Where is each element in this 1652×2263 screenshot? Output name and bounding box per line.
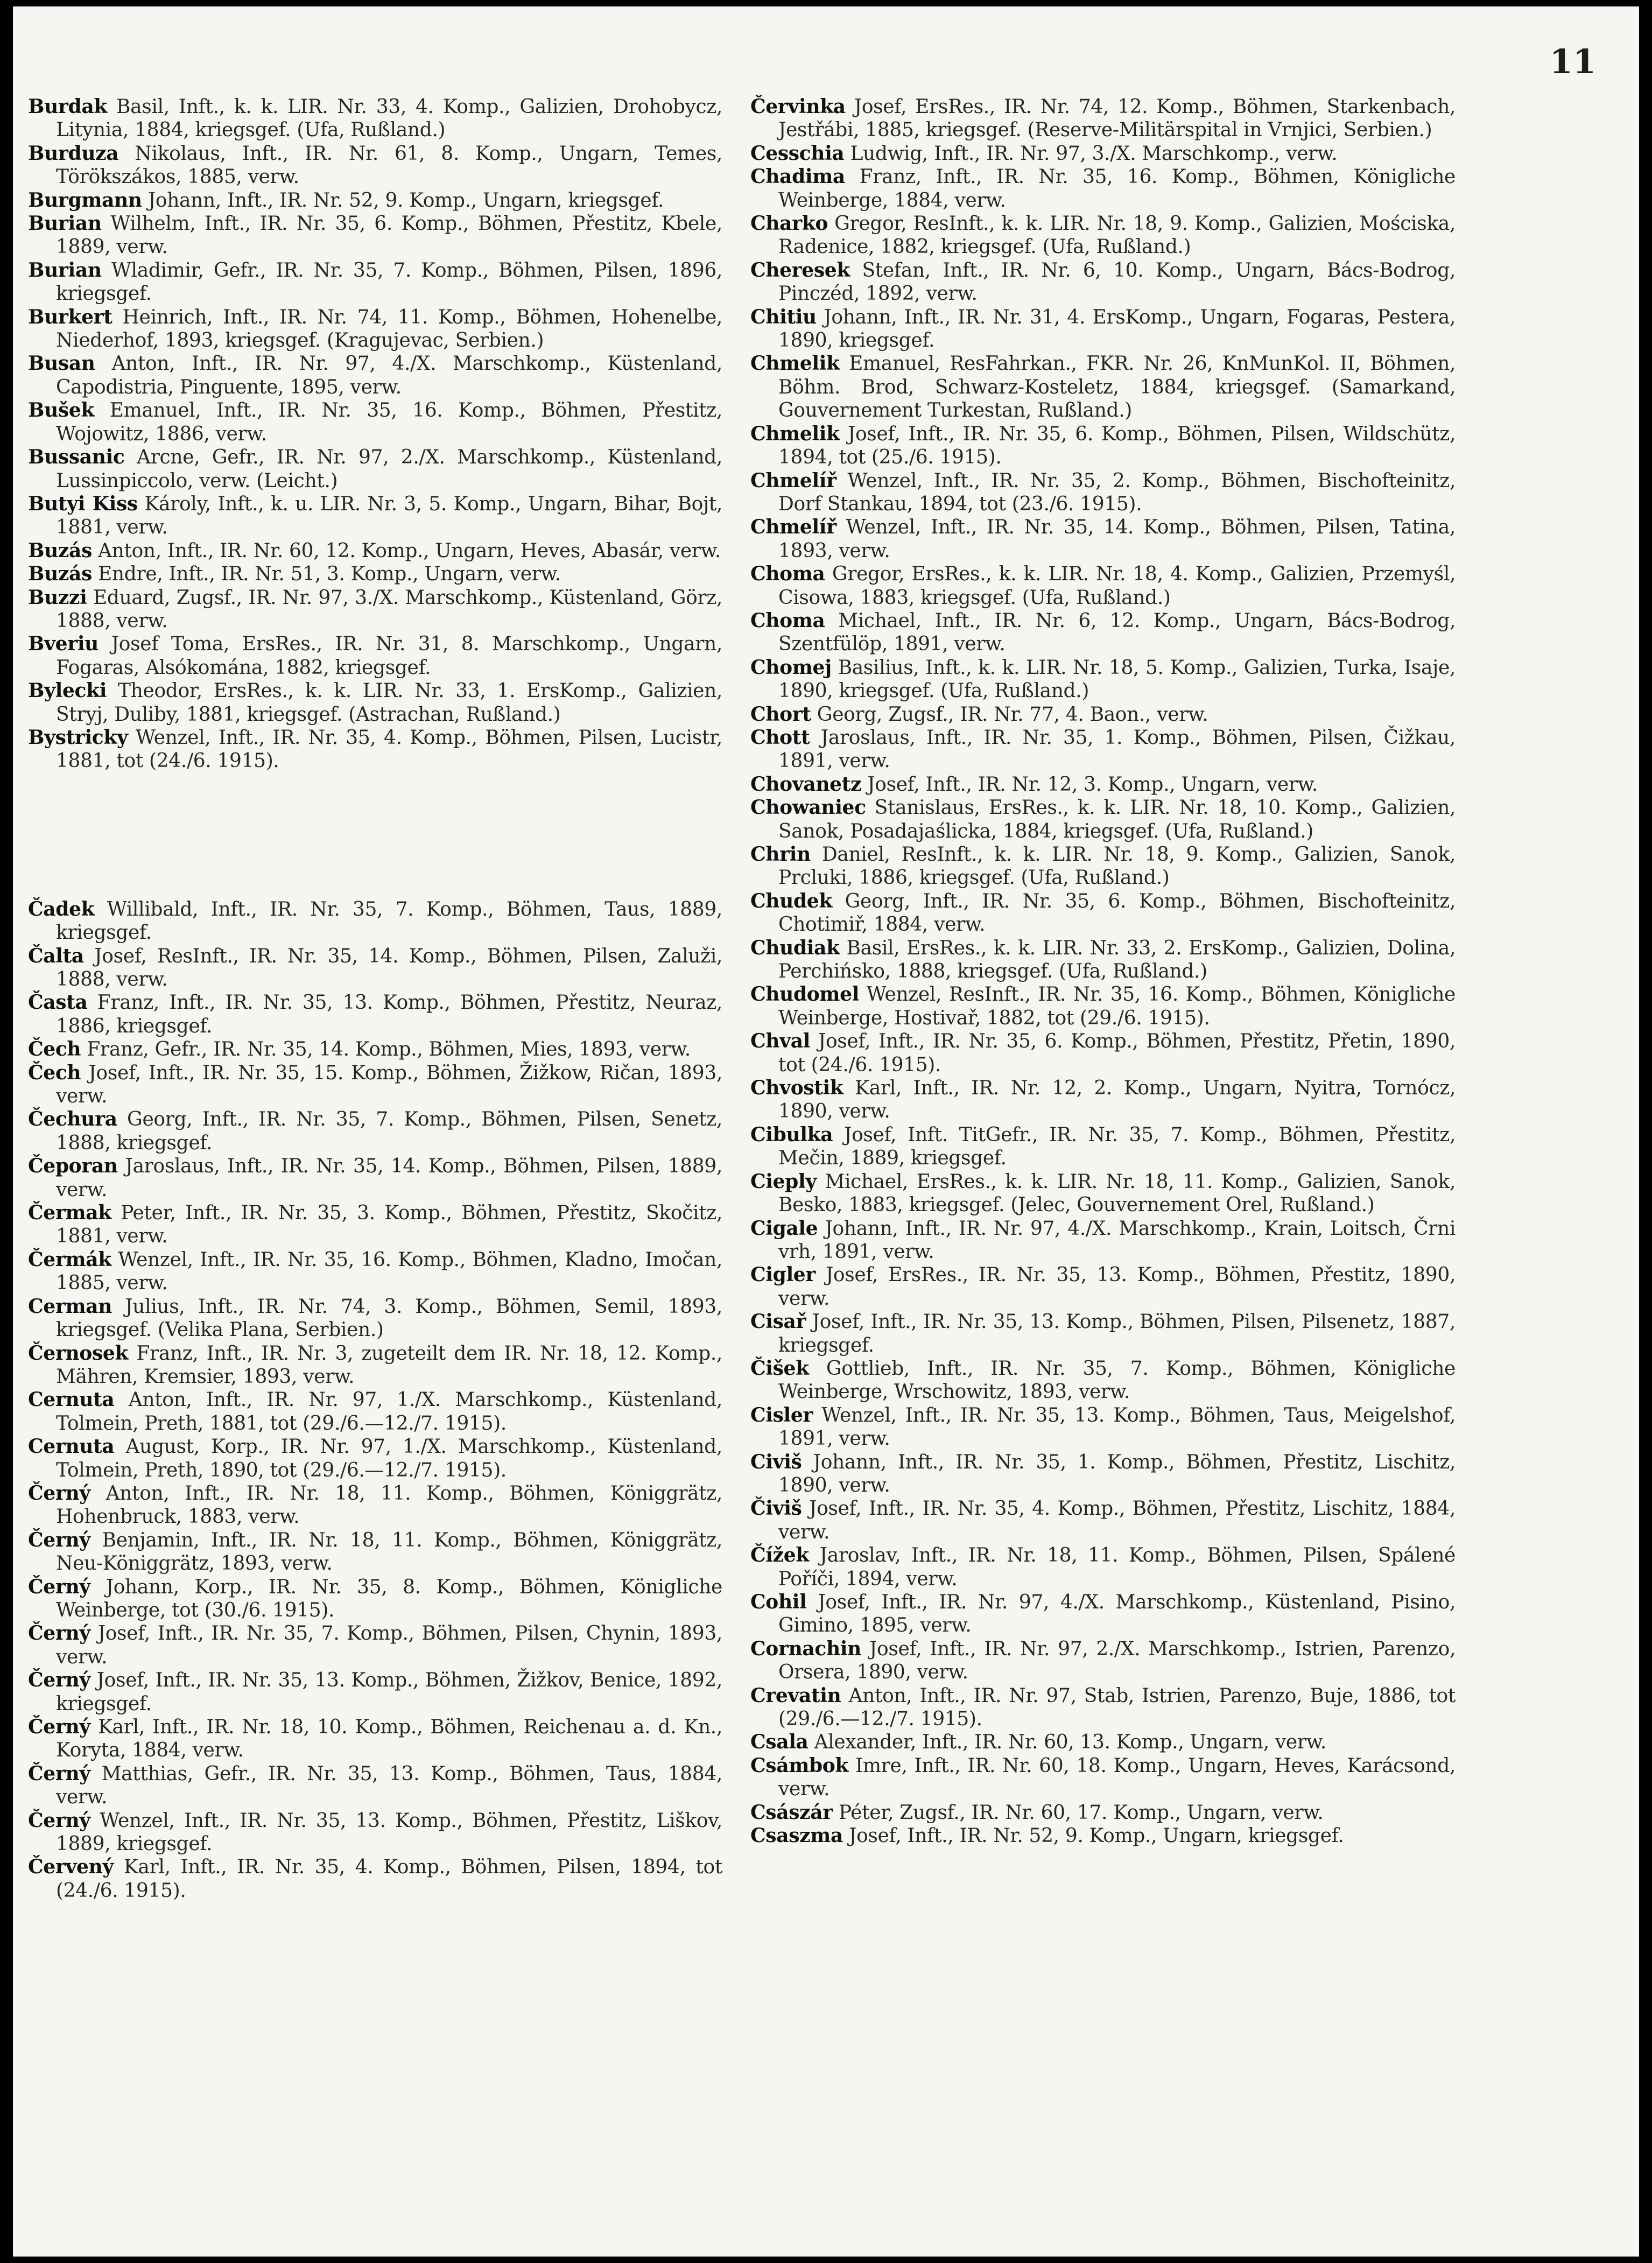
- entry-surname: Bussanic: [28, 446, 125, 469]
- entry-surname: Cisař: [750, 1310, 806, 1333]
- list-entry: [750, 142, 1456, 165]
- entry-details: Wenzel, ResInft., IR. Nr. 35, 16. Komp., Böhmen, Königliche Weinberge, Hostivař, 1882, tot (29./6. 1915).: [778, 983, 1456, 1029]
- entry-surname: Černý: [28, 1622, 90, 1645]
- entry-surname: Chrin: [750, 843, 811, 866]
- entry-surname: Časta: [28, 991, 88, 1014]
- list-entry: [28, 259, 722, 306]
- entry-details: Peter, Inft., IR. Nr. 35, 3. Komp., Böhmen, Přestitz, Skočitz, 1881, verw.: [56, 1202, 723, 1248]
- entry-details: Karl, Inft., IR. Nr. 18, 10. Komp., Böhmen, Reichenau a. d. Kn., Koryta, 1884, verw.: [56, 1716, 722, 1762]
- entry-surname: Burduza: [28, 142, 119, 165]
- list-entry: [750, 1030, 1456, 1077]
- list-entry: [750, 516, 1456, 563]
- entry-details: Matthias, Gefr., IR. Nr. 35, 13. Komp., Böhmen, Taus, 1884, verw.: [56, 1762, 723, 1809]
- list-entry: [28, 898, 722, 945]
- entry-details: Josef, Inft., IR. Nr. 35, 13. Komp., Böhmen, Žižkov, Benice, 1892, kriegsgef.: [56, 1669, 722, 1715]
- entry-details: Heinrich, Inft., IR. Nr. 74, 11. Komp., Böhmen, Hohenelbe, Niederhof, 1893, kriegsgef. (Kragujevac, Serbien.): [56, 306, 723, 352]
- entry-details: Jaroslaus, Inft., IR. Nr. 35, 14. Komp., Böhmen, Pilsen, 1889, verw.: [56, 1155, 723, 1201]
- entry-surname: Čalta: [28, 944, 84, 967]
- entry-details: Franz, Inft., IR. Nr. 3, zugeteilt dem IR. Nr. 18, 12. Komp., Mähren, Kremsier, 1893, verw.: [56, 1342, 723, 1388]
- list-entry: [28, 1201, 722, 1248]
- list-entry: [28, 306, 722, 353]
- entry-surname: Čeporan: [28, 1155, 118, 1178]
- list-entry: [28, 1576, 722, 1622]
- entry-details: Emanuel, ResFahrkan., FKR. Nr. 26, KnMunKol. II, Böhmen, Böhm. Brod, Schwarz-Kosteletz, 1884, kriegsgef. (Samarkand, Gouvernement Turkestan, Rußland.): [778, 353, 1456, 422]
- entry-details: Johann, Inft., IR. Nr. 35, 1. Komp., Böhmen, Přestitz, Lischitz, 1890, verw.: [778, 1451, 1456, 1496]
- entry-details: Wenzel, Inft., IR. Nr. 35, 2. Komp., Böhmen, Bischofteinitz, Dorf Stankau, 1894, tot (23./6. 1915).: [778, 469, 1456, 515]
- list-entry: [28, 586, 722, 633]
- list-entry: [28, 95, 722, 142]
- list-entry: [28, 1155, 722, 1201]
- entry-details: Josef, Inft., IR. Nr. 97, 4./X. Marschkomp., Küstenland, Pisino, Gimino, 1895, verw.: [778, 1591, 1456, 1637]
- entry-details: Anton, Inft., IR. Nr. 60, 12. Komp., Ungarn, Heves, Abasár, verw.: [97, 539, 721, 562]
- entry-surname: Černý: [28, 1762, 90, 1785]
- list-entry: [28, 1529, 722, 1576]
- list-entry: [750, 1077, 1456, 1123]
- list-entry: [750, 843, 1456, 890]
- entry-surname: Burian: [28, 212, 102, 235]
- list-entry: [750, 1824, 1456, 1847]
- list-entry: [28, 1622, 722, 1669]
- entry-details: Wenzel, Inft., IR. Nr. 35, 16. Komp., Böhmen, Kladno, Imočan, 1885, verw.: [56, 1248, 723, 1295]
- entry-details: Gregor, ErsRes., k. k. LIR. Nr. 18, 4. Komp., Galizien, Przemyśl, Cisowa, 1883, kriegsgef. (Ufa, Rußland.): [778, 563, 1456, 609]
- entry-surname: Busan: [28, 352, 95, 375]
- entry-surname: Chitiu: [750, 305, 817, 328]
- entry-surname: Chmelíř: [750, 516, 836, 539]
- entry-details: Josef, Inft., IR. Nr. 35, 6. Komp., Böhmen, Pilsen, Wildschütz, 1894, tot (25./6. 1915).: [778, 423, 1456, 469]
- list-entry: [28, 352, 722, 399]
- list-entry: [750, 352, 1456, 422]
- entry-surname: Chmelik: [750, 352, 840, 375]
- list-entry: [750, 1123, 1456, 1170]
- list-entry: [750, 890, 1456, 937]
- document-page: [13, 6, 1639, 2257]
- entry-surname: Bystricky: [28, 726, 128, 749]
- entry-details: Karl, Inft., IR. Nr. 12, 2. Komp., Ungarn, Nyitra, Tornócz, 1890, verw.: [778, 1077, 1456, 1123]
- entry-surname: Buzzi: [28, 586, 87, 609]
- list-entry: [750, 165, 1456, 212]
- list-entry: [28, 679, 722, 726]
- list-entry: [750, 1263, 1456, 1310]
- entry-surname: Chval: [750, 1030, 810, 1053]
- entry-surname: Chovanetz: [750, 772, 862, 796]
- entry-details: Johann, Inft., IR. Nr. 52, 9. Komp., Ungarn, kriegsgef.: [147, 189, 664, 212]
- entry-surname: Chott: [750, 726, 810, 749]
- list-entry: [750, 1754, 1456, 1801]
- entry-details: Michael, ErsRes., k. k. LIR. Nr. 18, 11. Komp., Galizien, Sanok, Besko, 1883, kriegsgef. (Jelec, Gouvernement Orel, Rußland.): [778, 1170, 1456, 1217]
- entry-surname: Buzás: [28, 563, 92, 586]
- list-entry: [28, 189, 722, 212]
- entry-surname: Černý: [28, 1669, 90, 1692]
- list-entry: [28, 1762, 722, 1809]
- entry-surname: Červinka: [750, 95, 846, 118]
- list-entry: [750, 1357, 1456, 1404]
- list-entry: [750, 1451, 1456, 1498]
- entry-surname: Čech: [28, 1061, 81, 1084]
- entries-right-list: [750, 95, 1456, 1847]
- entry-details: Josef, Inft., IR. Nr. 35, 15. Komp., Böhmen, Žižkow, Ričan, 1893, verw.: [56, 1062, 722, 1108]
- entry-details: Anton, Inft., IR. Nr. 97, 1./X. Marschkomp., Küstenland, Tolmein, Preth, 1881, tot (29./6.—12./7. 1915).: [56, 1389, 723, 1435]
- list-entry: [750, 1170, 1456, 1217]
- entry-details: Franz, Gefr., IR. Nr. 35, 14. Komp., Böhmen, Mies, 1893, verw.: [87, 1038, 691, 1061]
- entry-surname: Bylecki: [28, 679, 107, 702]
- list-entry: [28, 142, 722, 189]
- entry-details: Gottlieb, Inft., IR. Nr. 35, 7. Komp., Böhmen, Königliche Weinberge, Wrschowitz, 1893, verw.: [778, 1357, 1456, 1403]
- entry-details: Imre, Inft., IR. Nr. 60, 18. Komp., Ungarn, Heves, Karácsond, verw.: [778, 1754, 1456, 1801]
- entry-surname: Cibulka: [750, 1123, 833, 1146]
- entry-details: Willibald, Inft., IR. Nr. 35, 7. Komp., Böhmen, Taus, 1889, kriegsgef.: [56, 898, 723, 944]
- entry-surname: Čížek: [750, 1544, 809, 1567]
- list-entry: [28, 1248, 722, 1295]
- entry-surname: Cesschia: [750, 142, 845, 165]
- entry-details: Anton, Inft., IR. Nr. 97, 4./X. Marschkomp., Küstenland, Capodistria, Pinguente, 1895, verw.: [56, 353, 723, 398]
- entry-details: Arcne, Gefr., IR. Nr. 97, 2./X. Marschkomp., Küstenland, Lussinpiccolo, verw. (Leicht.): [56, 446, 723, 492]
- entry-details: Josef, Inft., IR. Nr. 97, 2./X. Marschkomp., Istrien, Parenzo, Orsera, 1890, verw.: [778, 1637, 1456, 1684]
- list-entry: [750, 1637, 1456, 1684]
- entry-details: August, Korp., IR. Nr. 97, 1./X. Marschkomp., Küstenland, Tolmein, Preth, 1890, tot (29./6.—12./7. 1915).: [56, 1436, 723, 1481]
- entry-details: Josef Toma, ErsRes., IR. Nr. 31, 8. Marschkomp., Ungarn, Fogaras, Alsókomána, 1882, kriegsgef.: [56, 633, 722, 679]
- entry-details: Josef, Inft., IR. Nr. 12, 3. Komp., Ungarn, verw.: [867, 773, 1318, 796]
- entry-surname: Čiviš: [750, 1497, 802, 1520]
- entry-surname: Császár: [750, 1801, 833, 1824]
- entry-details: Jaroslav, Inft., IR. Nr. 18, 11. Komp., Böhmen, Pilsen, Spálené Poříči, 1894, verw.: [778, 1544, 1456, 1590]
- entry-surname: Černý: [28, 1575, 90, 1598]
- entry-surname: Chadima: [750, 165, 845, 188]
- entry-surname: Burian: [28, 258, 102, 282]
- entry-details: Alexander, Inft., IR. Nr. 60, 13. Komp., Ungarn, verw.: [814, 1731, 1326, 1754]
- entry-surname: Chvostik: [750, 1077, 843, 1100]
- right-column: [750, 95, 1456, 1847]
- list-entry: [28, 1435, 722, 1482]
- entry-details: Josef, Inft., IR. Nr. 35, 6. Komp., Böhmen, Přestitz, Přetin, 1890, tot (24./6. 1915).: [778, 1030, 1456, 1076]
- entry-details: Josef, ErsRes., IR. Nr. 74, 12. Komp., Böhmen, Starkenbach, Jestřábi, 1885, kriegsgef. (Reserve-Militärspital in Vrnjici, Serbien.): [778, 96, 1456, 142]
- entry-surname: Burdak: [28, 95, 107, 118]
- entry-details: Wenzel, Inft., IR. Nr. 35, 4. Komp., Böhmen, Pilsen, Lucistr, 1881, tot (24./6. 1915).: [56, 726, 722, 772]
- entries-b-list: [28, 95, 722, 773]
- entry-details: Stefan, Inft., IR. Nr. 6, 10. Komp., Ungarn, Bács-Bodrog, Pinczéd, 1892, verw.: [778, 259, 1456, 305]
- entry-details: Theodor, ErsRes., k. k. LIR. Nr. 33, 1. ErsKomp., Galizien, Stryj, Duliby, 1881, kriegsgef. (Astrachan, Rußland.): [56, 680, 723, 726]
- entry-details: Franz, Inft., IR. Nr. 35, 16. Komp., Böhmen, Königliche Weinberge, 1884, verw.: [778, 166, 1456, 212]
- list-entry: [750, 1591, 1456, 1637]
- entry-surname: Čech: [28, 1038, 81, 1061]
- entry-surname: Csámbok: [750, 1754, 849, 1777]
- list-entry: [28, 1388, 722, 1435]
- entry-surname: Černý: [28, 1528, 90, 1551]
- entry-details: Michael, Inft., IR. Nr. 6, 12. Komp., Ungarn, Bács-Bodrog, Szentfülöp, 1891, verw.: [778, 609, 1456, 656]
- entry-details: Stanislaus, ErsRes., k. k. LIR. Nr. 18, 10. Komp., Galizien, Sanok, Posadajaślicka, 1884, kriegsgef. (Ufa, Rußland.): [778, 797, 1456, 842]
- list-entry: [28, 1856, 722, 1902]
- entry-surname: Bušek: [28, 399, 94, 422]
- entries-c-list: [28, 898, 722, 1902]
- entry-surname: Čišek: [750, 1357, 809, 1380]
- list-entry: [28, 1295, 722, 1342]
- list-entry: [28, 632, 722, 679]
- entry-details: Eduard, Zugsf., IR. Nr. 97, 3./X. Marschkomp., Küstenland, Görz, 1888, verw.: [56, 586, 722, 632]
- section-gap: [28, 773, 722, 898]
- entry-details: Jaroslaus, Inft., IR. Nr. 35, 1. Komp., Böhmen, Pilsen, Čižkau, 1891, verw.: [778, 726, 1456, 772]
- list-entry: [750, 1404, 1456, 1451]
- entry-surname: Chmelíř: [750, 469, 836, 492]
- entry-surname: Čermak: [28, 1201, 111, 1225]
- list-entry: [28, 563, 722, 586]
- list-entry: [28, 1342, 722, 1389]
- list-entry: [28, 1809, 722, 1856]
- entry-surname: Chudiak: [750, 936, 840, 959]
- entry-surname: Choma: [750, 563, 825, 586]
- entry-surname: Crevatin: [750, 1684, 841, 1707]
- list-entry: [28, 1482, 722, 1529]
- entry-surname: Cernuta: [28, 1388, 115, 1411]
- entry-details: Gregor, ResInft., k. k. LIR. Nr. 18, 9. Komp., Galizien, Mościska, Radenice, 1882, kriegsgef. (Ufa, Rußland.): [778, 213, 1456, 258]
- entry-details: Nikolaus, Inft., IR. Nr. 61, 8. Komp., Ungarn, Temes, Törökszákos, 1885, verw.: [56, 142, 723, 188]
- list-entry: [750, 773, 1456, 796]
- entry-details: Josef, Inft., IR. Nr. 35, 7. Komp., Böhmen, Pilsen, Chynin, 1893, verw.: [56, 1622, 723, 1668]
- entry-surname: Červený: [28, 1856, 114, 1879]
- list-entry: [28, 212, 722, 259]
- list-entry: [750, 563, 1456, 609]
- entry-details: Ludwig, Inft., IR. Nr. 97, 3./X. Marschkomp., verw.: [850, 142, 1338, 165]
- entry-details: Wenzel, Inft., IR. Nr. 35, 14. Komp., Böhmen, Pilsen, Tatina, 1893, verw.: [778, 516, 1456, 562]
- entry-surname: Chmelik: [750, 422, 840, 445]
- entry-details: Emanuel, Inft., IR. Nr. 35, 16. Komp., Böhmen, Přestitz, Wojowitz, 1886, verw.: [56, 399, 723, 445]
- list-entry: [750, 469, 1456, 516]
- entry-details: Basil, Inft., k. k. LIR. Nr. 33, 4. Komp., Galizien, Drohobycz, Litynia, 1884, kriegsgef. (Ufa, Rußland.): [56, 96, 722, 142]
- entry-details: Julius, Inft., IR. Nr. 74, 3. Komp., Böhmen, Semil, 1893, kriegsgef. (Velika Plana, Serbien.): [56, 1295, 722, 1341]
- entry-surname: Cernuta: [28, 1435, 115, 1458]
- list-entry: [750, 1310, 1456, 1357]
- entry-details: Georg, Zugsf., IR. Nr. 77, 4. Baon., verw.: [817, 703, 1208, 726]
- list-entry: [750, 212, 1456, 259]
- entry-details: Wenzel, Inft., IR. Nr. 35, 13. Komp., Böhmen, Přestitz, Liškov, 1889, kriegsgef.: [56, 1809, 723, 1856]
- list-entry: [750, 306, 1456, 353]
- entry-surname: Chudomel: [750, 983, 860, 1006]
- entry-details: Johann, Inft., IR. Nr. 97, 4./X. Marschkomp., Krain, Loitsch, Črni vrh, 1891, verw.: [778, 1217, 1456, 1263]
- entry-details: Josef, Inft., IR. Nr. 52, 9. Komp., Ungarn, kriegsgef.: [849, 1825, 1344, 1847]
- entry-details: Wilhelm, Inft., IR. Nr. 35, 6. Komp., Böhmen, Přestitz, Kbele, 1889, verw.: [56, 213, 722, 258]
- entry-surname: Burkert: [28, 305, 113, 328]
- entry-surname: Cheresek: [750, 258, 850, 282]
- entry-details: Wladimir, Gefr., IR. Nr. 35, 7. Komp., Böhmen, Pilsen, 1896, kriegsgef.: [56, 259, 722, 305]
- entry-details: Josef, ErsRes., IR. Nr. 35, 13. Komp., Böhmen, Přestitz, 1890, verw.: [778, 1264, 1456, 1310]
- list-entry: [750, 259, 1456, 306]
- entry-surname: Cisler: [750, 1403, 813, 1426]
- entry-surname: Černosek: [28, 1341, 129, 1365]
- entry-details: Benjamin, Inft., IR. Nr. 18, 11. Komp., Böhmen, Königgrätz, Neu-Königgrätz, 1893, verw.: [56, 1529, 723, 1575]
- entry-surname: Chudek: [750, 889, 832, 912]
- entry-surname: Choma: [750, 609, 825, 632]
- entry-details: Anton, Inft., IR. Nr. 18, 11. Komp., Böhmen, Königgrätz, Hohenbruck, 1883, verw.: [56, 1482, 723, 1528]
- list-entry: [750, 423, 1456, 469]
- entry-details: Josef, Inft., IR. Nr. 35, 13. Komp., Böhmen, Pilsen, Pilsenetz, 1887, kriegsgef.: [778, 1311, 1456, 1357]
- entry-details: Wenzel, Inft., IR. Nr. 35, 13. Komp., Böhmen, Taus, Meigelshof, 1891, verw.: [778, 1404, 1456, 1450]
- list-entry: [28, 726, 722, 773]
- list-entry: [750, 95, 1456, 142]
- list-entry: [28, 446, 722, 493]
- entry-surname: Bveriu: [28, 632, 99, 656]
- entry-details: Georg, Inft., IR. Nr. 35, 6. Komp., Böhmen, Bischofteinitz, Chotimiř, 1884, verw.: [778, 890, 1456, 936]
- entry-details: Péter, Zugsf., IR. Nr. 60, 17. Komp., Ungarn, verw.: [838, 1801, 1324, 1824]
- entry-details: Basil, ErsRes., k. k. LIR. Nr. 33, 2. ErsKomp., Galizien, Dolina, Perchińsko, 1888, kriegsgef. (Ufa, Rußland.): [778, 937, 1456, 983]
- entry-surname: Černý: [28, 1481, 90, 1505]
- entry-surname: Charko: [750, 212, 828, 235]
- list-entry: [28, 1716, 722, 1762]
- entry-surname: Čermák: [28, 1248, 111, 1271]
- entry-surname: Cerman: [28, 1295, 113, 1318]
- list-entry: [750, 983, 1456, 1030]
- entry-surname: Čechura: [28, 1108, 117, 1131]
- entry-surname: Burgmann: [28, 188, 142, 212]
- entry-surname: Chowaniec: [750, 796, 866, 819]
- list-entry: [28, 539, 722, 563]
- list-entry: [750, 1731, 1456, 1754]
- entry-details: Karl, Inft., IR. Nr. 35, 4. Komp., Böhmen, Pilsen, 1894, tot (24./6. 1915).: [56, 1856, 722, 1902]
- entry-surname: Csaszma: [750, 1824, 843, 1847]
- list-entry: [28, 1062, 722, 1108]
- entry-surname: Cornachin: [750, 1637, 861, 1660]
- list-entry: [750, 1801, 1456, 1824]
- entry-details: Johann, Korp., IR. Nr. 35, 8. Komp., Böhmen, Königliche Weinberge, tot (30./6. 1915).: [56, 1576, 722, 1621]
- entry-details: Franz, Inft., IR. Nr. 35, 13. Komp., Böhmen, Přestitz, Neuraz, 1886, kriegsgef.: [56, 992, 722, 1037]
- entry-surname: Cigale: [750, 1217, 818, 1240]
- entry-surname: Černý: [28, 1716, 90, 1738]
- list-entry: [28, 991, 722, 1038]
- entry-details: Basilius, Inft., k. k. LIR. Nr. 18, 5. Komp., Galizien, Turka, Isaje, 1890, kriegsgef. (Ufa, Rußland.): [778, 656, 1456, 702]
- entry-details: Endre, Inft., IR. Nr. 51, 3. Komp., Ungarn, verw.: [97, 563, 561, 586]
- list-entry: [750, 703, 1456, 726]
- entry-surname: Civiš: [750, 1450, 802, 1473]
- entry-surname: Cigler: [750, 1263, 816, 1287]
- entry-details: Josef, Inft., IR. Nr. 35, 4. Komp., Böhmen, Přestitz, Lischitz, 1884, verw.: [778, 1498, 1456, 1543]
- list-entry: [750, 1684, 1456, 1731]
- list-entry: [28, 1038, 722, 1061]
- entry-details: Josef, Inft. TitGefr., IR. Nr. 35, 7. Komp., Böhmen, Přestitz, Mečin, 1889, kriegsgef.: [778, 1123, 1456, 1170]
- entry-surname: Cohil: [750, 1591, 807, 1613]
- list-entry: [28, 1108, 722, 1155]
- entry-details: Károly, Inft., k. u. LIR. Nr. 3, 5. Komp., Ungarn, Bihar, Bojt, 1881, verw.: [56, 493, 723, 539]
- entry-details: Georg, Inft., IR. Nr. 35, 7. Komp., Böhmen, Pilsen, Senetz, 1888, kriegsgef.: [56, 1108, 722, 1154]
- list-entry: [28, 945, 722, 992]
- entry-surname: Chort: [750, 702, 811, 726]
- list-entry: [750, 1217, 1456, 1264]
- entry-details: Josef, ResInft., IR. Nr. 35, 14. Komp., Böhmen, Pilsen, Zaluži, 1888, verw.: [56, 945, 723, 990]
- list-entry: [750, 1497, 1456, 1544]
- entry-surname: Butyi Kiss: [28, 492, 138, 515]
- list-entry: [28, 399, 722, 446]
- entry-surname: Černý: [28, 1809, 90, 1832]
- list-entry: [28, 493, 722, 539]
- list-entry: [750, 796, 1456, 843]
- left-column: [28, 95, 722, 1902]
- list-entry: [28, 1669, 722, 1716]
- entry-surname: Čadek: [28, 897, 95, 920]
- entry-details: Daniel, ResInft., k. k. LIR. Nr. 18, 9. Komp., Galizien, Sanok, Prcluki, 1886, kriegsgef. (Ufa, Rußland.): [778, 844, 1456, 889]
- entry-details: Anton, Inft., IR. Nr. 97, Stab, Istrien, Parenzo, Buje, 1886, tot (29./6.—12./7. 1915).: [778, 1684, 1456, 1731]
- list-entry: [750, 937, 1456, 983]
- entry-surname: Cieply: [750, 1170, 817, 1193]
- entry-surname: Csala: [750, 1731, 809, 1754]
- entry-surname: Chomej: [750, 656, 832, 679]
- entry-surname: Buzás: [28, 539, 92, 562]
- list-entry: [750, 726, 1456, 773]
- page-number: 11: [1549, 42, 1596, 81]
- list-entry: [750, 609, 1456, 656]
- list-entry: [750, 1544, 1456, 1591]
- entry-details: Johann, Inft., IR. Nr. 31, 4. ErsKomp., Ungarn, Fogaras, Pestera, 1890, kriegsgef.: [778, 306, 1456, 352]
- list-entry: [750, 656, 1456, 703]
